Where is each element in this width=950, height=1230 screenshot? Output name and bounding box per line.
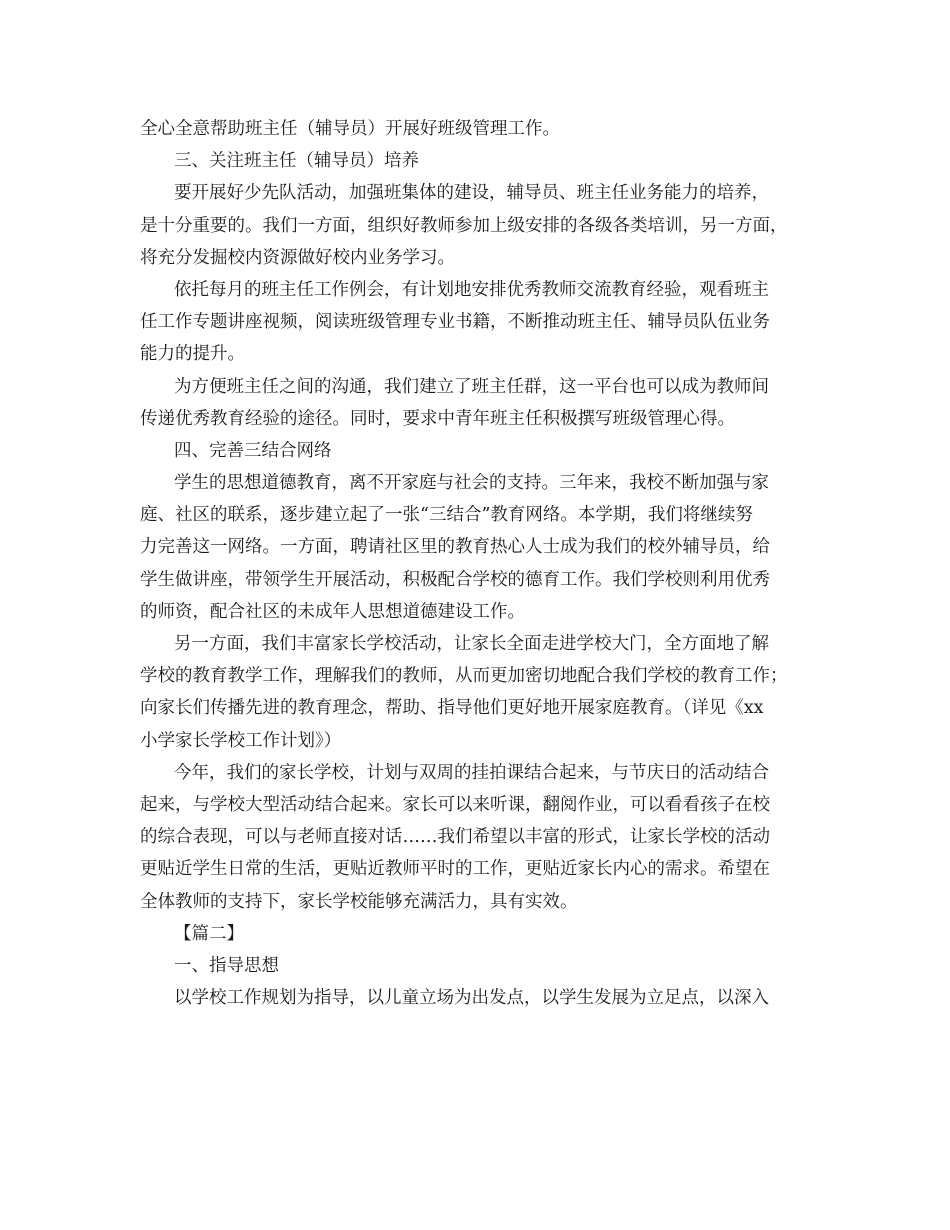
section-heading: 【篇二】 <box>174 923 244 944</box>
text-line: 全心全意帮助班主任（辅导员）开展好班级管理工作。 <box>140 119 560 139</box>
text-line: 的综合表现，可以与老师直接对话……我们希望以丰富的形式，让家长学校的活动 <box>140 827 770 848</box>
text-line: 学校的教育教学工作，理解我们的教师，从而更加密切地配合我们学校的教育工作； <box>140 666 788 687</box>
text-line: 起来，与学校大型活动结合起来。家长可以来听课，翻阅作业，可以看看孩子在校 <box>140 794 770 815</box>
document-body <box>140 113 830 1014</box>
text-line: 任工作专题讲座视频，阅读班级管理专业书籍，不断推动班主任、辅导员队伍业务 <box>140 312 770 333</box>
text-line: 小学家长学校工作计划》） <box>140 730 342 751</box>
text-line: 向家长们传播先进的教育理念，帮助、指导他们更好地开展家庭教育。（详见《xx <box>140 698 764 719</box>
text-line: 为方便班主任之间的沟通，我们建立了班主任群，这一平台也可以成为教师间 <box>174 376 769 397</box>
text-line: 的师资，配合社区的未成年人思想道德建设工作。 <box>140 601 525 622</box>
section-heading: 一、指导思想 <box>174 955 279 976</box>
section-heading: 三、关注班主任（辅导员）培养 <box>174 151 419 172</box>
text-line: 全体教师的支持下，家长学校能够充满活力，具有实效。 <box>140 891 578 912</box>
section-heading: 四、完善三结合网络 <box>174 440 332 461</box>
text-line: 是十分重要的。我们一方面，组织好教师参加上级安排的各级各类培训，另一方面， <box>140 215 788 236</box>
text-line: 庭、社区的联系，逐步建立起了一张“三结合”教育网络。本学期，我们将继续努 <box>140 505 753 526</box>
text-line: 学生的思想道德教育，离不开家庭与社会的支持。三年来，我校不断加强与家 <box>174 473 769 494</box>
text-line: 依托每月的班主任工作例会，有计划地安排优秀教师交流教育经验，观看班主 <box>174 279 769 300</box>
text-line: 另一方面，我们丰富家长学校活动，让家长全面走进学校大门，全方面地了解 <box>174 634 769 654</box>
text-line: 传递优秀教育经验的途径。同时，要求中青年班主任积极撰写班级管理心得。 <box>140 408 735 429</box>
text-line: 能力的提升。 <box>140 344 245 365</box>
text-line: 今年，我们的家长学校，计划与双周的挂拍课结合起来，与节庆日的活动结合 <box>174 762 769 783</box>
text-line: 要开展好少先队活动，加强班集体的建设，辅导员、班主任业务能力的培养， <box>174 183 769 204</box>
text-line: 将充分发掘校内资源做好校内业务学习。 <box>140 247 455 268</box>
text-line: 以学校工作规划为指导，以儿童立场为出发点，以学生发展为立足点，以深入 <box>174 988 769 1009</box>
text-line: 学生做讲座，带领学生开展活动，积极配合学校的德育工作。我们学校则利用优秀 <box>140 569 770 590</box>
text-line: 更贴近学生日常的生活，更贴近教师平时的工作，更贴近家长内心的需求。希望在 <box>140 859 770 880</box>
text-line: 力完善这一网络。一方面，聘请社区里的教育热心人士成为我们的校外辅导员，给 <box>140 537 770 558</box>
